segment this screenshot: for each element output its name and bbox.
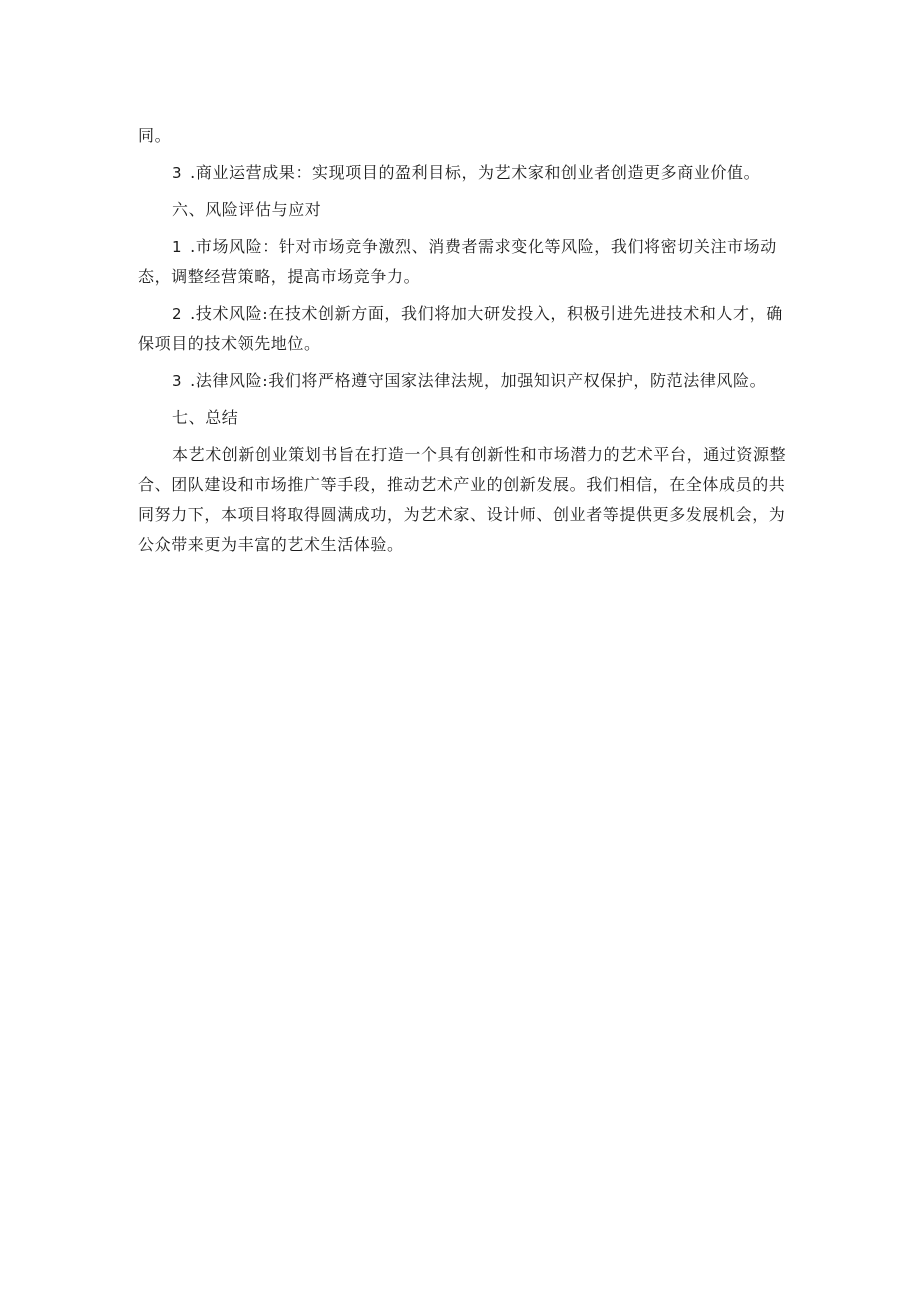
summary-text: 本艺术创新创业策划书旨在打造一个具有创新性和市场潜力的艺术平台，通过资源整合、团队建设和市场推广等手段，推动艺术产业的创新发展。我们相信，在全体成员的共同努力下，本项目将取得圆满成功，为艺术家、设计师、创业者等提供更多发展机会，为公众带来更为丰富的艺术生活体验。 (138, 445, 787, 554)
item-business-results (138, 158, 788, 188)
item-number: 2 (172, 305, 183, 323)
section-heading-risk (138, 195, 788, 225)
item-number: 3 (172, 372, 183, 390)
item-text: .技术风险:在技术创新方面，我们将加大研发投入，积极引进先进技术和人才，确保项目的技术领先地位。 (138, 304, 783, 353)
continuation-line: 同。 (138, 126, 172, 145)
section-title: 七、总结 (172, 408, 239, 427)
risk-item-legal (138, 366, 788, 396)
summary-paragraph (138, 440, 788, 560)
document-body (138, 121, 788, 567)
continuation-text (138, 121, 788, 151)
item-number: 3 (172, 164, 183, 182)
item-text: .市场风险：针对市场竞争激烈、消费者需求变化等风险，我们将密切关注市场动态，调整经营策略，提高市场竞争力。 (138, 237, 777, 286)
risk-item-market (138, 232, 788, 292)
item-text: .法律风险:我们将严格遵守国家法律法规，加强知识产权保护，防范法律风险。 (190, 371, 767, 390)
item-text: .商业运营成果：实现项目的盈利目标，为艺术家和创业者创造更多商业价值。 (190, 163, 761, 182)
section-heading-summary (138, 403, 788, 433)
item-number: 1 (172, 238, 183, 256)
section-title: 六、风险评估与应对 (172, 200, 322, 219)
risk-item-technology (138, 299, 788, 359)
